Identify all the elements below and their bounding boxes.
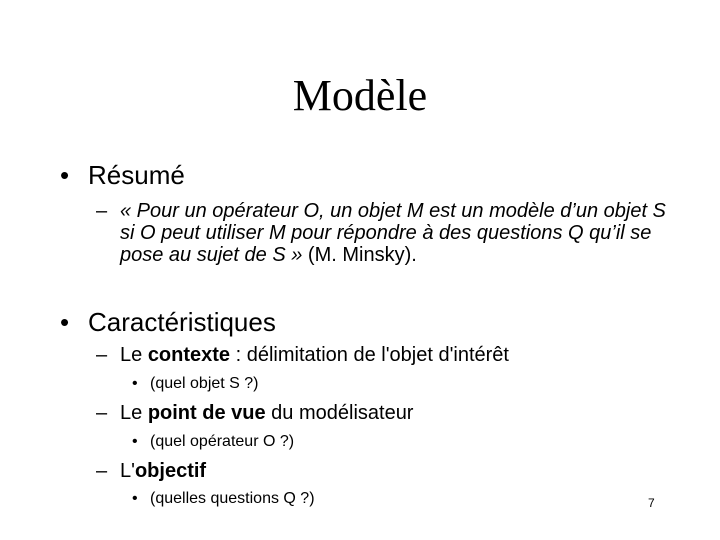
sub-text: (quel opérateur O ?) <box>150 433 295 450</box>
slide-title: Modèle <box>292 71 428 120</box>
bullet-label: Caractéristiques <box>88 307 276 337</box>
item-point-de-vue <box>96 402 680 424</box>
item-prefix: L' <box>120 460 135 482</box>
bullet-marker: • <box>60 307 70 337</box>
bullet-caracteristiques <box>60 307 276 337</box>
item-suffix: du modélisateur <box>265 402 414 424</box>
item-suffix: : délimitation de l'objet d'intérêt <box>230 344 509 366</box>
dash-marker: – <box>96 200 108 222</box>
sub-contexte <box>132 374 259 394</box>
resume-quote-item <box>96 200 680 266</box>
sub-point-de-vue <box>132 432 294 452</box>
item-keyword: objectif <box>134 460 207 482</box>
bullet-marker: • <box>60 160 70 190</box>
bullet-label: Résumé <box>88 160 185 190</box>
sub-bullet-marker: • <box>132 433 138 450</box>
item-keyword: point de vue <box>147 402 266 424</box>
dash-marker: – <box>96 344 108 366</box>
quote-attribution: (M. Minsky). <box>302 244 417 266</box>
item-objectif <box>96 460 680 482</box>
sub-text: (quelles questions Q ?) <box>150 490 315 507</box>
page-number: 7 <box>648 496 655 510</box>
item-keyword: contexte <box>147 344 231 366</box>
minsky-quote: « Pour un opérateur O, un objet M est un modèle d’un objet S si O peut utiliser M pour répondre à des questions Q qu’il se pose au sujet de S » <box>120 200 666 266</box>
item-prefix: Le <box>120 402 148 424</box>
sub-objectif <box>132 489 315 509</box>
dash-marker: – <box>96 402 108 424</box>
sub-bullet-marker: • <box>132 490 138 507</box>
sub-text: (quel objet S ?) <box>150 375 259 392</box>
bullet-resume <box>60 160 185 190</box>
sub-bullet-marker: • <box>132 375 138 392</box>
item-contexte <box>96 344 680 366</box>
dash-marker: – <box>96 460 108 482</box>
item-prefix: Le <box>120 344 148 366</box>
